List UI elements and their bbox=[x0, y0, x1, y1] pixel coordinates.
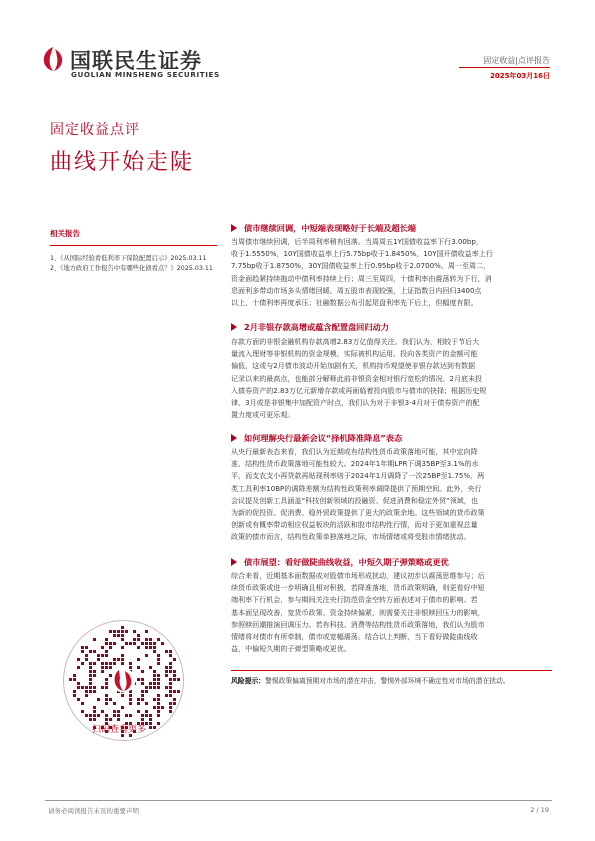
report-date: 2025年03月16日 bbox=[490, 72, 550, 80]
body-line: 存款方面的非银金融机构存款高增2.83万亿值得关注。我们认为，相较于节后大 bbox=[231, 337, 480, 346]
section-body bbox=[231, 570, 552, 655]
body-line: 平，而支农支小再贷款再贴现利率则于2024年1月调降了一次25BP至1.75%，两 bbox=[231, 471, 485, 481]
body-line: 息面利多带动市场多头情绪回暖。周五股市表现较强，上证指数日内回归3400点 bbox=[231, 285, 482, 295]
body-line: 入债券资产的2.83万亿元新增存款或再面临着投向股市与债市的抉择；根据历史规 bbox=[231, 385, 487, 395]
body-line: 综合来看，近期基本面数据或对股债市场形成扰动，建议初步以震荡思维参与；后 bbox=[231, 571, 485, 580]
section-heading: 债市继续回调，中短端表现略好于长端及超长端 bbox=[231, 223, 416, 234]
body-line: 会议提及创新工具涵盖“科技创新领域的投融资、促进消费和稳定外贸”领域，也 bbox=[231, 495, 478, 505]
body-line: 7.75bp收于1.8750%，30Y国债收益率上行0.95bp收于2.0700%。周一至周二， bbox=[231, 261, 491, 271]
related-report-item[interactable]: 1、《从国际经验看低利率下保险配置启示》2025.03.11 bbox=[50, 255, 207, 262]
footer-divider bbox=[45, 800, 552, 801]
section-body bbox=[231, 336, 552, 421]
section-body bbox=[231, 236, 552, 309]
section-heading: 2月非银存款高增或蕴含配置盘回归动力 bbox=[231, 322, 389, 333]
related-reports-divider bbox=[50, 245, 217, 246]
report-category: 固定收益|点评报告 bbox=[483, 56, 550, 65]
body-line: 创新或有概率带动相应权益板块的活跃和股市结构性行情，而对于更加重视总量 bbox=[231, 520, 478, 530]
bullet-triangle-icon bbox=[231, 558, 237, 566]
body-line: 以上，十债利率再度承压；社融数据公布引起尾盘利率先下后上，但幅度有限。 bbox=[231, 298, 478, 308]
body-line: 从央行最新表态来看，我们认为近期或有结构性货币政策落地可能，其中定向降 bbox=[231, 447, 478, 456]
body-line: 续货币政策或进一步明确且相对积极，若降准落地，货币政策明确，则更看好中短 bbox=[231, 583, 485, 593]
brand-logo-icon bbox=[41, 46, 65, 72]
related-report-item[interactable]: 2、《地方政府工作报告中有哪些化债看点？》2025.03.11 bbox=[50, 265, 213, 273]
body-line: 基本面呈现改善，宽货币政策、资金持续偏紧，则需要关注非银赎回压力的影响， bbox=[231, 607, 485, 617]
section-body bbox=[231, 446, 552, 544]
body-line: 准、结构性货币政策落地可能性较大。2024年1年期LPR下调35BP至3.1%的水 bbox=[231, 459, 479, 469]
bullet-triangle-icon bbox=[231, 224, 237, 232]
risk-label: 风险提示： bbox=[231, 677, 265, 685]
body-line: 当周债市继续回调，后半周利率稍有回落。当周周五1Y国债收益率下行3.00bp， bbox=[231, 237, 483, 246]
body-line: 为新的促投资、促消费、稳外贸政策提供了更大的政策余地。这些领域的货币政策 bbox=[231, 508, 485, 518]
body-line: 益，中偏短久期的子弹型策略或更优。 bbox=[231, 644, 351, 654]
risk-text: 警惕政策偏离预期对市场的潜在冲击，警惕外部环境不确定性对市场的潜在扰动。 bbox=[264, 677, 510, 685]
body-line: 偏低，这或与2月债市波动开始加剧有关，机构持币观望使非银存款达到有数据 bbox=[231, 361, 476, 371]
brand-name-english: GUOLIAN MINSHENG SECURITIES bbox=[71, 70, 220, 79]
header-divider bbox=[459, 67, 550, 68]
related-reports-heading: 相关报告 bbox=[50, 229, 80, 238]
footer-disclaimer: 请务必阅读报告末页的重要声明 bbox=[48, 807, 139, 815]
body-line: 记录以来的最高点，也能部分解释此前非银资金相对银行宽松的情况。2月底未投 bbox=[231, 373, 483, 383]
body-line: 资金面趋紧持续拖动中债利率持续上行；周三至周四，十债利率由震荡转为下行，消 bbox=[231, 273, 492, 283]
body-line: 参照赎回潮推演回调压力。若有科技、消费等结构性货币政策落地，我们认为股市 bbox=[231, 619, 485, 629]
page-number: 2 / 19 bbox=[530, 806, 549, 814]
section-heading: 如何理解央行最新会议“择机降准降息”表态 bbox=[231, 433, 402, 444]
section-heading: 债市展望：看好做陡曲线收益，中短久期子弹策略或更优 bbox=[231, 557, 449, 568]
brand-name: 国联民生证券 bbox=[70, 49, 202, 73]
bullet-triangle-icon bbox=[231, 323, 237, 331]
qr-caption: 扫码查看更多 bbox=[92, 725, 147, 735]
report-title: 曲线开始走陡 bbox=[50, 150, 195, 175]
bullet-triangle-icon bbox=[231, 434, 237, 442]
body-line: 端利率下行机会，参与期间关注央行防范资金空转方面表述对于债市的影响。若 bbox=[231, 595, 478, 605]
body-line: 类工具利率10BP的调降差额为结构性政策利率调降提供了预期空间。此外，央行 bbox=[231, 483, 482, 493]
risk-warning bbox=[231, 675, 552, 685]
body-line: 情绪将对债市有所牵制，债市或宽幅震荡。结合以上判断，当下看好做陡曲线收 bbox=[231, 632, 478, 642]
body-line: 量流入理财等非银机构的资金规模，实际被机构运用、投向各类资产的金额可能 bbox=[231, 349, 478, 359]
body-line: 政策的债市而言，结构性政策单独落地之际，市场情绪或将受股市情绪扰动。 bbox=[231, 532, 471, 542]
body-line: 律，3月或是非银集中加配资产时点，我们认为对于非银3-4月对于债券资产的配 bbox=[231, 398, 480, 408]
report-subtitle: 固定收益点评 bbox=[50, 122, 140, 138]
risk-divider bbox=[231, 670, 552, 671]
body-line: 置力度或可更乐观。 bbox=[231, 410, 295, 420]
related-reports bbox=[50, 228, 217, 275]
body-line: 收于1.5550%，10Y国债收益率上行5.75bp收于1.8450%，10Y国开债收益率上行 bbox=[231, 249, 493, 259]
